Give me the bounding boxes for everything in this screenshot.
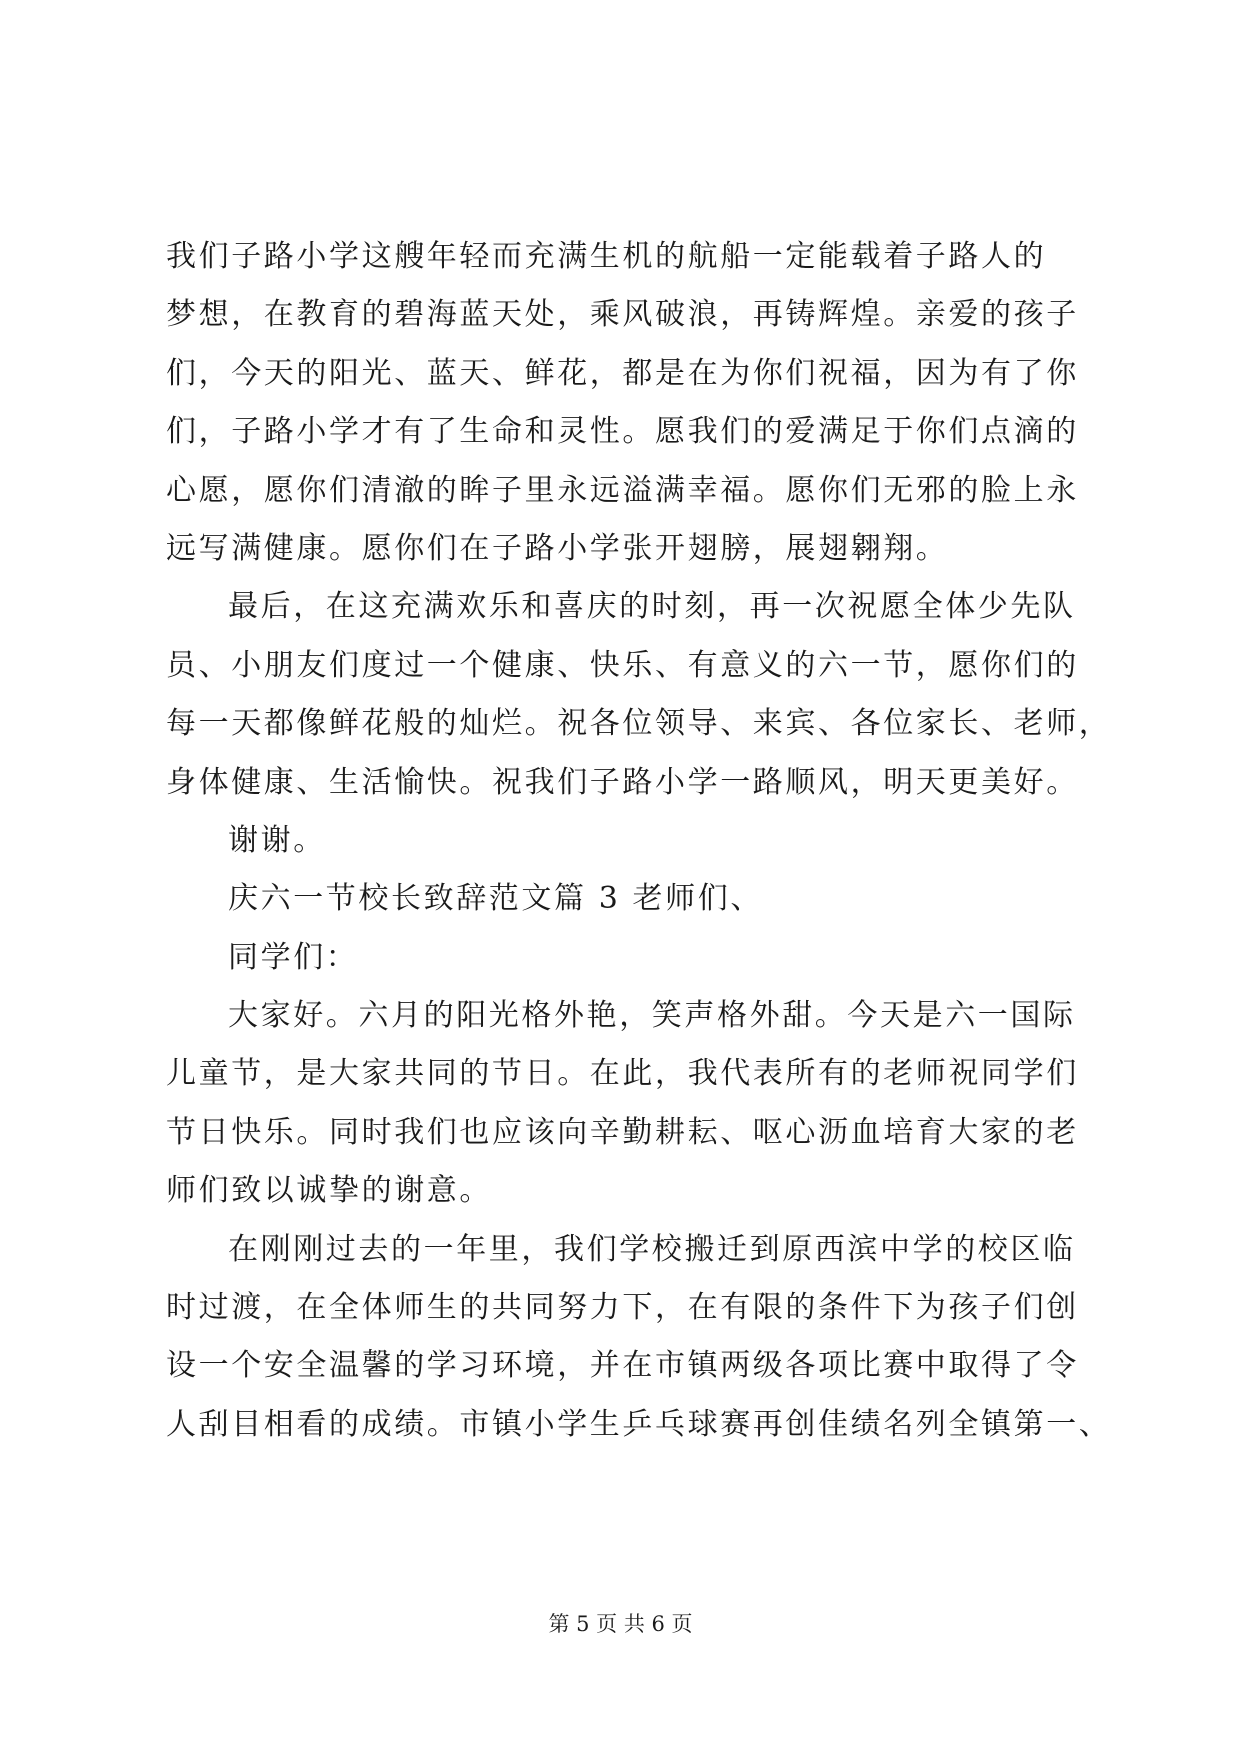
text-line: 我们子路小学这艘年轻而充满生机的航船一定能载着子路人的 [166,239,1047,274]
text-line: 最后，在这充满欢乐和喜庆的时刻，再一次祝愿全体少先队 [228,589,1076,625]
text-line: 梦想，在教育的碧海蓝天处，乘风破浪，再铸辉煌。亲爱的孩子 [166,297,1079,333]
text-line: 远写满健康。愿你们在子路小学张开翅膀，展翅翱翔。 [166,530,949,566]
text-line: 在刚刚过去的一年里，我们学校搬迁到原西滨中学的校区临 [228,1231,1076,1267]
text-line: 节日快乐。同时我们也应该向辛勤耕耘、呕心沥血培育大家的老 [166,1114,1079,1150]
page-number-footer: 第 5 页 共 6 页 [548,1612,693,1636]
text-line: 身体健康、生活愉快。祝我们子路小学一路顺风，明天更美好。 [166,764,1079,800]
text-line: 们，今天的阳光、蓝天、鲜花，都是在为你们祝福，因为有了你 [166,355,1079,391]
text-line: 们，子路小学才有了生命和灵性。愿我们的爱满足于你们点滴的 [166,414,1079,450]
body-text [166,228,1112,1454]
text-line: 时过渡，在全体师生的共同努力下，在有限的条件下为孩子们创 [166,1290,1079,1326]
text-line: 人刮目相看的成绩。市镇小学生乒乓球赛再创佳绩名列全镇第一、 [166,1406,1112,1442]
text-line: 谢谢。 [228,822,326,858]
text-line: 每一天都像鲜花般的灿烂。祝各位领导、来宾、各位家长、老师， [166,706,1112,742]
text-line: 心愿，愿你们清澈的眸子里永远溢满幸福。愿你们无邪的脸上永 [166,472,1079,508]
section-heading: 庆六一节校长致辞范文篇 3 老师们、 [228,881,763,917]
text-line: 同学们： [228,939,359,975]
text-line: 师们致以诚挚的谢意。 [166,1173,492,1209]
text-line: 设一个安全温馨的学习环境，并在市镇两级各项比赛中取得了令 [166,1348,1079,1384]
text-line: 大家好。六月的阳光格外艳，笑声格外甜。今天是六一国际 [228,998,1076,1034]
text-line: 员、小朋友们度过一个健康、快乐、有意义的六一节，愿你们的 [166,647,1079,683]
text-line: 儿童节，是大家共同的节日。在此，我代表所有的老师祝同学们 [166,1056,1079,1092]
